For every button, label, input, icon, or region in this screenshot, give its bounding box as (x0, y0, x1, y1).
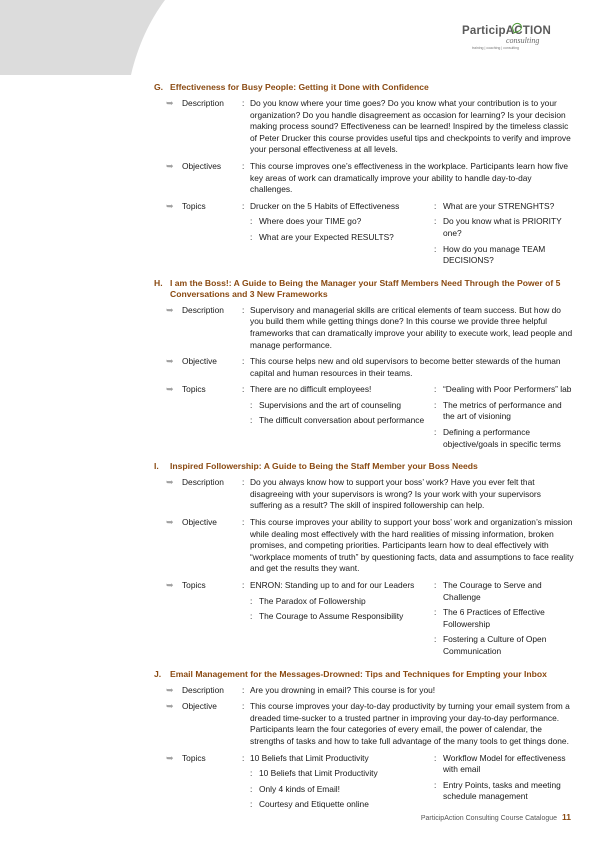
topic-item (434, 580, 574, 603)
bullet-arrow-icon: ➥ (166, 356, 174, 367)
topics-row (154, 753, 574, 815)
colon: : (434, 216, 437, 227)
row-label: Objective (182, 356, 217, 367)
topic-item (250, 784, 434, 796)
topic-item (250, 799, 434, 811)
topics-list (250, 753, 574, 815)
topic-text: 10 Beliefs that Limit Productivity (259, 768, 378, 779)
topic-item (434, 427, 574, 450)
row-label: Description (182, 304, 224, 315)
topic-item (250, 216, 434, 228)
topic-text: The Courage to Serve and Challenge (443, 580, 542, 602)
topics-row (154, 201, 574, 271)
topics-column-right (434, 384, 574, 454)
colon: : (434, 200, 437, 211)
row-label: Description (182, 98, 224, 108)
topic-text: What are your Expected RESULTS? (259, 231, 394, 242)
topic-item (434, 780, 574, 803)
colon: : (242, 384, 245, 395)
row-text: Do you know where your time goes? Do you know what your contribution is to your organization? Do you handle disagreement as occasion for learning? Is your decision making process sound? Effectiveness can be learned! Inspired by the timeless classic of Peter Drucker this course provides useful tips and checkpoints to verify and improve your personal effectiveness at all levels. (250, 98, 571, 155)
topic-text: Where does your TIME go? (259, 216, 362, 227)
section-heading (154, 278, 574, 300)
participaction-logo (462, 25, 558, 65)
colon: : (242, 98, 245, 108)
topic-text: Supervisions and the art of counseling (259, 399, 401, 410)
row-label: Objective (182, 701, 217, 712)
colon: : (242, 701, 245, 712)
logo-tagline: training | coaching | consulting (472, 46, 519, 50)
bullet-arrow-icon: ➥ (166, 160, 174, 171)
topic-item (250, 580, 434, 592)
topics-list (250, 201, 574, 271)
topic-item (434, 607, 574, 630)
colon: : (434, 607, 437, 618)
bullet-arrow-icon: ➥ (166, 580, 174, 590)
bullet-arrow-icon: ➥ (166, 98, 174, 108)
colon: : (434, 634, 437, 645)
section-heading (154, 82, 574, 93)
row-text: Are you drowning in email? This course is for you! (250, 684, 436, 695)
colon: : (250, 415, 253, 426)
topic-text: The difficult conversation about performance (259, 415, 425, 426)
topic-text: What are your STRENGHTS? (443, 200, 555, 211)
row-text: Do you always know how to support your boss’ work? Have you ever felt that disagreeing with your supervisors is wrong? Is your work with your supervisors suffering as a result? The skill of inspired followership can help. (250, 477, 541, 511)
row-text: This course improves one’s effectiveness in the workplace. Participants learn how five key areas of work can dramatically improve your ability to handle day-to-day challenges. (250, 160, 569, 195)
topic-item (434, 634, 574, 657)
topic-item (250, 611, 434, 623)
colon: : (434, 384, 437, 395)
colon: : (250, 611, 253, 622)
topics-column-right (434, 201, 574, 271)
topics-column-left (250, 201, 434, 271)
colon: : (250, 799, 253, 810)
row-label: Objectives (182, 160, 222, 171)
topics-label: Topics (182, 200, 206, 211)
logo-brand: ParticipACTION (462, 25, 552, 37)
topic-text: 10 Beliefs that Limit Productivity (250, 752, 369, 763)
topic-text: Entry Points, tasks and meeting schedule management (443, 779, 561, 802)
colon: : (242, 160, 245, 171)
row-label: Description (182, 684, 224, 695)
section-title: Effectiveness for Busy People: Getting it Done with Confidence (170, 82, 429, 92)
topic-text: The Courage to Assume Responsibility (259, 611, 404, 622)
colon: : (242, 477, 245, 488)
bullet-arrow-icon: ➥ (166, 304, 174, 315)
topics-label: Topics (182, 752, 206, 763)
detail-row (154, 701, 574, 747)
course-section (154, 278, 574, 455)
topic-text: There are no difficult employees! (250, 384, 372, 395)
row-label: Description (182, 477, 224, 488)
topics-label: Topics (182, 580, 206, 590)
colon: : (250, 399, 253, 410)
colon: : (434, 399, 437, 410)
topics-row (154, 580, 574, 662)
detail-row (154, 161, 574, 196)
detail-row (154, 356, 574, 379)
colon: : (242, 356, 245, 367)
section-heading (154, 461, 574, 472)
topic-text: ENRON: Standing up to and for our Leaders (250, 580, 415, 590)
colon: : (242, 517, 245, 528)
section-heading (154, 669, 574, 680)
colon: : (434, 752, 437, 763)
topic-item (434, 753, 574, 776)
colon: : (434, 243, 437, 254)
detail-row (154, 517, 574, 575)
section-title: Inspired Followership: A Guide to Being the Staff Member your Boss Needs (170, 461, 478, 472)
section-letter: J. (154, 668, 162, 679)
section-title: Email Management for the Messages-Drowned: Tips and Techniques for Empting your Inbox (170, 668, 547, 679)
topics-column-right (434, 753, 574, 815)
colon: : (250, 768, 253, 779)
colon: : (242, 200, 245, 211)
row-text: Supervisory and managerial skills are critical elements of team success. But how do you build them while getting things done? In this course we provide three helpful frameworks that can dramatically improve your ability to execute work, lead people and manage performance. (250, 304, 573, 350)
colon: : (242, 304, 245, 315)
colon: : (434, 580, 437, 590)
topic-text: Do you know what is PRIORITY one? (443, 216, 562, 238)
section-letter: H. (154, 277, 163, 288)
topic-item (250, 768, 434, 780)
topics-list (250, 384, 574, 454)
topic-item (434, 384, 574, 396)
footer-text: ParticipAction Consulting Course Catalogue (420, 815, 558, 822)
topics-column-left (250, 384, 434, 454)
topic-text: Workflow Model for effectiveness with email (443, 752, 566, 775)
logo-sub: consulting (506, 36, 540, 45)
course-section (154, 461, 574, 661)
bullet-arrow-icon: ➥ (166, 200, 174, 211)
bullet-arrow-icon: ➥ (166, 701, 174, 712)
colon: : (250, 231, 253, 242)
topic-text: The metrics of performance and the art of visioning (443, 399, 562, 422)
topic-text: Defining a performance objective/goals in specific terms (443, 427, 561, 449)
detail-row (154, 477, 574, 512)
page-number: 11 (562, 812, 571, 822)
topic-text: Drucker on the 5 Habits of Effectiveness (250, 200, 400, 211)
topic-text: Fostering a Culture of Open Communication (443, 634, 547, 656)
colon: : (242, 684, 245, 695)
topics-list (250, 580, 574, 662)
topic-item (250, 384, 434, 396)
row-label: Objective (182, 517, 217, 528)
section-letter: G. (154, 82, 164, 92)
course-section (154, 82, 574, 271)
detail-row (154, 685, 574, 697)
topic-item (250, 753, 434, 765)
colon: : (242, 752, 245, 763)
detail-row (154, 98, 574, 156)
course-section (154, 669, 574, 815)
bullet-arrow-icon: ➥ (166, 517, 174, 528)
colon: : (242, 580, 245, 590)
topic-item (250, 400, 434, 412)
topic-item (434, 201, 574, 213)
detail-row (154, 305, 574, 351)
topic-text: The 6 Practices of Effective Followership (443, 607, 545, 629)
topic-item (250, 201, 434, 213)
bullet-arrow-icon: ➥ (166, 684, 174, 695)
section-title: I am the Boss!: A Guide to Being the Manager your Staff Members Need Through the Power of 5 Conversations and 3 New Frameworks (170, 277, 561, 299)
topic-text: Courtesy and Etiquette online (259, 799, 369, 810)
colon: : (250, 216, 253, 227)
topics-label: Topics (182, 384, 206, 395)
topic-item (434, 216, 574, 239)
topic-item (250, 232, 434, 244)
course-catalogue-content (154, 82, 574, 822)
colon: : (250, 595, 253, 606)
colon: : (434, 779, 437, 790)
bullet-arrow-icon: ➥ (166, 752, 174, 763)
topic-text: The Paradox of Followership (259, 595, 366, 606)
topic-item (434, 400, 574, 423)
topic-item (250, 415, 434, 427)
topic-text: Only 4 kinds of Email! (259, 783, 340, 794)
topics-column-left (250, 580, 434, 662)
section-letter: I. (154, 461, 159, 472)
row-text: This course improves your ability to support your boss’ work and organization’s mission while dealing most effectively with the hard realities of missing information, broken promises, and competing priorities. Participants learn how to deal effectively with “workplace moments of truth” by questioning facts, data and assumptions to face reality and get the results they want. (250, 517, 574, 574)
topics-row (154, 384, 574, 454)
bullet-arrow-icon: ➥ (166, 384, 174, 395)
row-text: This course helps new and old supervisors to become better stewards of the human capital and human resources in their teams. (250, 356, 561, 378)
topic-text: “Dealing with Poor Performers” lab (443, 384, 572, 395)
topic-item (434, 244, 574, 267)
topic-item (250, 596, 434, 608)
topics-column-right (434, 580, 574, 662)
colon: : (434, 427, 437, 438)
bullet-arrow-icon: ➥ (166, 477, 174, 488)
topic-text: How do you manage TEAM DECISIONS? (443, 243, 546, 266)
row-text: This course improves your day-to-day productivity by turning your email system from a dreaded time-sucker to a trusted partner in improving your day-to-day performance. Participants learn the four categories of every email, the power of calendar, the strengths of tasks and how to take full advantage of the many tools to get things done. (250, 701, 570, 746)
topics-column-left (250, 753, 434, 815)
colon: : (250, 783, 253, 794)
page-footer (421, 812, 571, 822)
